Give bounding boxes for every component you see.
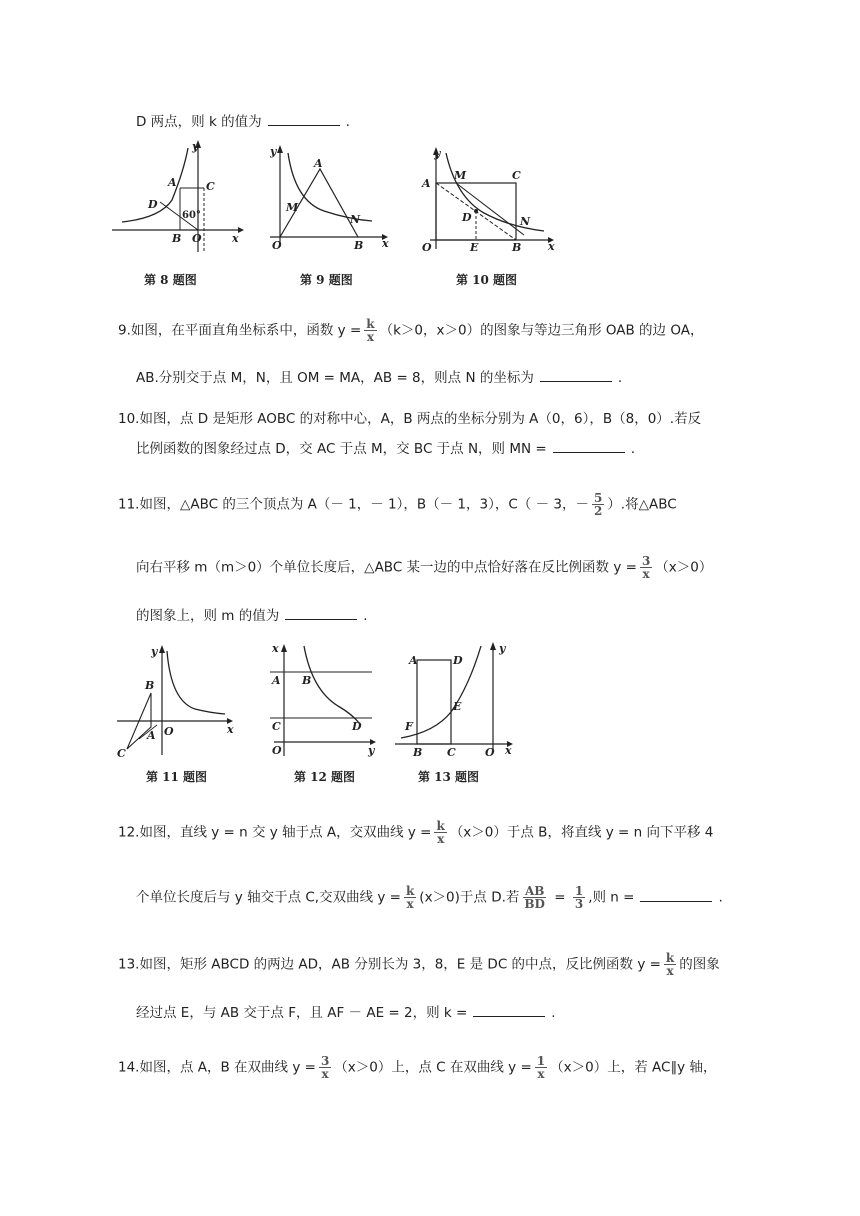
q14-line1: 14.如图，点 A，B 在双曲线 y = $\frac{3}{x}$ （x＞0）上，点 C 在双曲线 y = $\frac{1}{x}$ （x＞0）上，若 AC∥y 轴，: [118, 1054, 717, 1081]
fig8-label-d: D: [148, 198, 158, 211]
fig10-label-c: C: [512, 169, 521, 182]
fig8-label-a: A: [168, 176, 177, 189]
figure-13: [395, 640, 520, 758]
q11-line3: 的图象上，则 m 的值为 .: [136, 608, 368, 624]
caption-fig9: 第 9 题图: [300, 273, 353, 287]
caption-fig8: 第 8 题图: [144, 273, 197, 287]
fraction-three-over-x: $\frac{3}{x}$: [641, 554, 651, 581]
fraction-one-over-x: $\frac{1}{x}$: [536, 1054, 546, 1081]
fraction-five-halves: $\frac{5}{2}$: [593, 491, 603, 518]
fraction-k-over-x: $\frac{k}{x}$: [405, 884, 415, 911]
fraction-k-over-x: $\frac{k}{x}$: [665, 951, 675, 978]
caption-fig12: 第 12 题图: [294, 770, 356, 784]
fraction-k-over-x: $\frac{k}{x}$: [366, 317, 375, 344]
q10-line2: 比例函数的图象经过点 D，交 AC 于点 M，交 BC 于点 N，则 MN = .: [136, 441, 635, 457]
fig10-label-o: O: [422, 241, 432, 254]
fig8-label-angle: 60°: [182, 210, 201, 221]
fig8-label-b: B: [172, 232, 182, 245]
fig10-label-b: B: [512, 241, 522, 254]
answer-blank[interactable]: [553, 440, 625, 453]
fig13-label-y: y: [499, 642, 506, 655]
fig13-label-b: B: [413, 746, 423, 759]
figure-11: [115, 643, 240, 761]
figure-8: [110, 140, 245, 255]
fig10-label-x: x: [548, 240, 555, 253]
q11-line1: 11.如图，△ABC 的三个顶点为 A（－ 1，－ 1），B（－ 1，3），C（ － 3，－ $\frac{5}{2}$ ）.将△ABC: [118, 491, 677, 518]
fig12-label-x: x: [272, 642, 279, 655]
fig13-label-a: A: [409, 654, 418, 667]
figure-10: [420, 145, 560, 255]
caption-fig10: 第 10 题图: [456, 273, 518, 287]
fig12-label-b: B: [302, 674, 312, 687]
fig10-label-m: M: [454, 169, 467, 182]
fig13-label-o: O: [485, 746, 495, 759]
fig11-label-a: A: [147, 729, 156, 742]
fig9-label-o: O: [272, 239, 282, 252]
answer-blank[interactable]: [640, 889, 712, 902]
q10-line1: 10.如图，点 D 是矩形 AOBC 的对称中心，A，B 两点的坐标分别为 A（0，6），B（8，0）.若反: [118, 411, 702, 427]
fraction-k-over-x: $\frac{k}{x}$: [436, 819, 445, 846]
fig13-label-d: D: [453, 654, 463, 667]
fig12-label-c: C: [272, 720, 281, 733]
fig12-label-d: D: [352, 720, 362, 733]
q12-line2: 个单位长度后与 y 轴交于点 C,交双曲线 y = $\frac{k}{x}$ (x＞0)于点 D.若 $\frac{AB}{BD}$ = $\frac{1}{3}$ ,则 n = .: [136, 884, 723, 911]
fig9-label-y: y: [270, 145, 277, 158]
fig9-label-x: x: [382, 237, 389, 250]
q12-line1: 12.如图，直线 y = n 交 y 轴于点 A，交双曲线 y = $\frac{k}{x}$ （x＞0）于点 B，将直线 y = n 向下平移 4: [118, 819, 714, 846]
fig13-label-e: E: [453, 700, 462, 713]
fig11-label-c: C: [117, 747, 126, 760]
fig11-label-b: B: [145, 679, 155, 692]
q9-line2: AB.分别交于点 M，N，且 OM = MA，AB = 8，则点 N 的坐标为 .: [136, 370, 623, 386]
fraction-three-over-x: $\frac{3}{x}$: [320, 1054, 330, 1081]
fig8-label-c: C: [206, 180, 215, 193]
fig10-label-y: y: [434, 147, 441, 160]
fig8-label-x: x: [232, 232, 239, 245]
figure-9: [270, 143, 395, 255]
fig9-label-n: N: [350, 213, 361, 226]
answer-blank[interactable]: [540, 369, 612, 382]
fig8-label-o: O: [192, 232, 202, 245]
figure-12: [268, 640, 388, 760]
fig9-label-a: A: [314, 157, 323, 170]
fig11-label-y: y: [151, 645, 158, 658]
fig11-label-o: O: [164, 725, 174, 738]
fig9-label-m: M: [286, 201, 299, 214]
fig10-label-e: E: [470, 241, 479, 254]
answer-blank[interactable]: [473, 1004, 545, 1017]
caption-fig13: 第 13 题图: [418, 770, 480, 784]
answer-blank[interactable]: [285, 607, 357, 620]
answer-blank[interactable]: [268, 113, 340, 126]
fig8-label-y: y: [192, 140, 199, 153]
q11-line2: 向右平移 m（m＞0）个单位长度后，△ABC 某一边的中点恰好落在反比例函数 y = $\frac{3}{x}$ （x＞0）: [136, 554, 713, 581]
fig13-label-c: C: [447, 746, 456, 759]
q13-line1: 13.如图，矩形 ABCD 的两边 AD，AB 分别长为 3，8，E 是 DC 的中点，反比例函数 y = $\frac{k}{x}$ 的图象: [118, 951, 720, 978]
q8-tail: D 两点，则 k 的值为 .: [136, 114, 350, 130]
fig10-label-d: D: [462, 211, 472, 224]
q9-line1: 9.如图，在平面直角坐标系中，函数 y = $\frac{k}{x}$ （k＞0，x＞0）的图象与等边三角形 OAB 的边 OA，: [118, 317, 704, 344]
fraction-ab-over-bd: $\frac{AB}{BD}$: [524, 884, 545, 911]
fig12-label-o: O: [272, 744, 282, 757]
fig13-label-f: F: [405, 720, 413, 733]
fig11-label-x: x: [227, 723, 234, 736]
caption-fig11: 第 11 题图: [146, 770, 208, 784]
fig12-label-a: A: [272, 674, 281, 687]
fraction-one-third: $\frac{1}{3}$: [574, 884, 584, 911]
fig10-label-a: A: [422, 177, 431, 190]
q13-line2: 经过点 E，与 AB 交于点 F，且 AF － AE = 2，则 k = .: [136, 1005, 556, 1021]
fig10-label-n: N: [520, 215, 531, 228]
fig9-label-b: B: [354, 239, 364, 252]
fig13-label-x: x: [505, 744, 512, 757]
fig12-label-y: y: [368, 744, 375, 757]
